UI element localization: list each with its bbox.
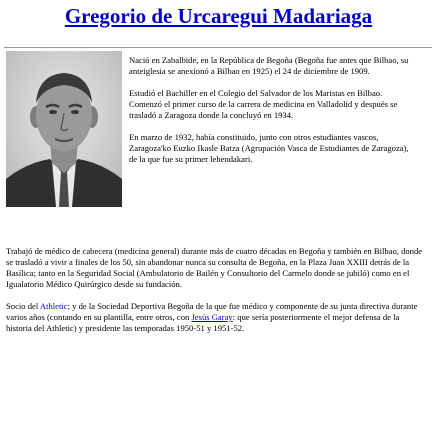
text-segment: : que sería posteriormente el mejor defensa de la historia del Athletic) y presidente las temporadas 1950-51 y 1951-52. <box>6 312 400 333</box>
divider <box>4 47 432 48</box>
bio-paragraph-athletic <box>6 301 426 334</box>
intro-text <box>129 55 417 176</box>
jesus-garay-link[interactable]: Jesús Garay <box>191 312 233 322</box>
bio-paragraph-career: Trabajó de médico de cabecera (medicina general) durante más de cuatro décadas en Begoña y también en Bilbao, donde se trasladó a vivir a finales de los 50, sin abandonar nunca su consulta de Begoña, en la Plaza Juan XXIII detrás de la Basílica; tanto en la Seguridad Social (Ambulatorio de Bailén y Consultorio del Carmelo donde se jubiló) como en el Igualatorio Médico Quirúrgico desde su fundación. <box>6 246 423 289</box>
bio-paragraph-birth: Nació en Zabalbide, en la República de Begoña (Begoña fue antes que Bilbao, su anteiglesia se anexionó a Bilbao en 1925) el 24 de diciembre de 1909. <box>129 55 409 76</box>
career-text <box>6 246 426 345</box>
bio-paragraph-association: En marzo de 1932, había constituido, junto con otros estudiantes vascos, Zaragoza'ko Euzko Ikasle Batza (Agrupación Vasca de Estudiantes de Zaragoza), de la que fue su primer lehendakari. <box>129 132 409 164</box>
text-segment: ; y de la Sociedad Deportiva Begoña de la que fue médico y componente de su junta directiva durante varios años (contando en su plantilla, entre otros, con <box>6 301 418 322</box>
text-segment: Socio del <box>6 301 40 311</box>
bio-paragraph-studies: Estudió el Bachiller en el Colegio del Salvador de los Maristas en Bilbao. Comenzó el primer curso de la carrera de medicina en Valladolid y después se trasladó a Zaragoza donde la concluyó en 1934. <box>129 88 398 120</box>
page-title: Gregorio de Urcaregui Madariaga <box>64 4 373 28</box>
athletic-link[interactable]: Athletic <box>39 301 68 311</box>
portrait-photo <box>6 51 122 207</box>
